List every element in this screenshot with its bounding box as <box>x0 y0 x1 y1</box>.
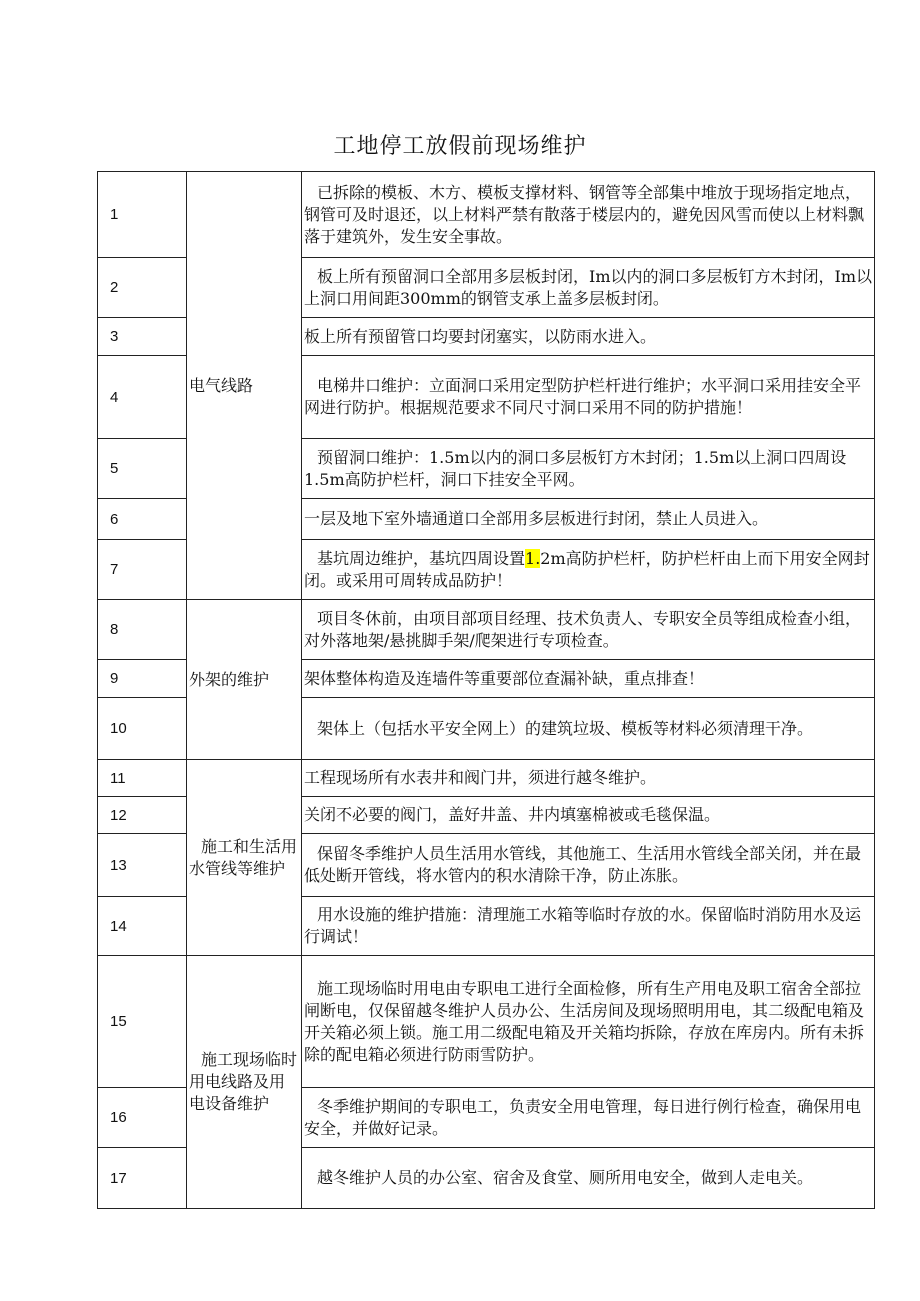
page-title: 工地停工放假前现场维护 <box>333 134 587 159</box>
row-content: 工程现场所有水表井和阀门井，须进行越冬维护。 <box>302 760 875 797</box>
row-number: 11 <box>98 760 187 797</box>
row-content: 项目冬休前，由项目部项目经理、技术负责人、专职安全员等组成检查小组，对外落地架/悬挑脚手架/爬架进行专项检查。 <box>302 600 875 660</box>
category-cell: 施工和生活用水管线等维护 <box>187 760 302 956</box>
table-row <box>98 172 875 258</box>
row-content-part: 基坑周边维护，基坑四周设置 <box>317 548 526 568</box>
row-number: 5 <box>98 439 187 499</box>
table-row <box>98 760 875 797</box>
row-number: 15 <box>98 956 187 1088</box>
row-content: 架体整体构造及连墙件等重要部位查漏补缺，重点排查！ <box>302 660 875 698</box>
row-content: 保留冬季维护人员生活用水管线，其他施工、生活用水管线全部关闭，并在最低处断开管线，将水管内的积水清除干净，防止冻胀。 <box>302 834 875 897</box>
row-content: 施工现场临时用电由专职电工进行全面检修，所有生产用电及职工宿舍全部拉闸断电，仅保留越冬维护人员办公、生活房间及现场照明用电，其二级配电箱及开关箱必须上锁。施工用二级配电箱及开关箱均拆除，存放在库房内。所有未拆除的配电箱必须进行防雨雪防护。 <box>302 956 875 1088</box>
maintenance-table <box>97 171 875 1209</box>
row-number: 3 <box>98 318 187 356</box>
row-number: 12 <box>98 797 187 834</box>
row-content: 板上所有预留管口均要封闭塞实，以防雨水进入。 <box>302 318 875 356</box>
row-content: 电梯井口维护：立面洞口采用定型防护栏杆进行维护；水平洞口采用挂安全平网进行防护。根据规范要求不同尺寸洞口采用不同的防护措施！ <box>302 356 875 439</box>
row-content: 用水设施的维护措施：清理施工水箱等临时存放的水。保留临时消防用水及运行调试！ <box>302 897 875 956</box>
row-number: 1 <box>98 172 187 258</box>
row-content: 关闭不必要的阀门，盖好井盖、井内填塞棉被或毛毯保温。 <box>302 797 875 834</box>
row-number: 4 <box>98 356 187 439</box>
row-content <box>302 540 875 600</box>
row-number: 6 <box>98 499 187 540</box>
row-content: 已拆除的模板、木方、模板支撑材料、钢管等全部集中堆放于现场指定地点，钢管可及时退还，以上材料严禁有散落于楼层内的，避免因风雪而使以上材料飘落于建筑外，发生安全事故。 <box>302 172 875 258</box>
row-content: 预留洞口维护：1.5m以内的洞口多层板钉方木封闭；1.5m以上洞口四周设1.5m高防护栏杆，洞口下挂安全平网。 <box>302 439 875 499</box>
row-number: 17 <box>98 1148 187 1209</box>
category-cell: 电气线路 <box>187 172 302 600</box>
row-number: 9 <box>98 660 187 698</box>
category-cell: 外架的维护 <box>187 600 302 760</box>
row-number: 14 <box>98 897 187 956</box>
row-number: 8 <box>98 600 187 660</box>
row-number: 7 <box>98 540 187 600</box>
row-content: 一层及地下室外墙通道口全部用多层板进行封闭，禁止人员进入。 <box>302 499 875 540</box>
row-number: 2 <box>98 258 187 318</box>
row-content: 冬季维护期间的专职电工，负责安全用电管理，每日进行例行检查，确保用电安全，并做好记录。 <box>302 1088 875 1148</box>
row-content-part: 2m高防护栏杆，防护栏杆由上而下用安全网封闭。或采用可周转成品防护！ <box>304 548 870 590</box>
highlighted-text: 1. <box>525 548 541 568</box>
row-content: 架体上（包括水平安全网上）的建筑垃圾、模板等材料必须清理干净。 <box>302 698 875 760</box>
row-content: 板上所有预留洞口全部用多层板封闭，Im以内的洞口多层板钉方木封闭，Im以上洞口用间距300mm的钢管支承上盖多层板封闭。 <box>302 258 875 318</box>
row-number: 16 <box>98 1088 187 1148</box>
row-number: 10 <box>98 698 187 760</box>
row-content: 越冬维护人员的办公室、宿舍及食堂、厕所用电安全，做到人走电关。 <box>302 1148 875 1209</box>
table-row <box>98 600 875 660</box>
row-number: 13 <box>98 834 187 897</box>
table-row <box>98 956 875 1088</box>
category-cell: 施工现场临时用电线路及用电设备维护 <box>187 956 302 1209</box>
